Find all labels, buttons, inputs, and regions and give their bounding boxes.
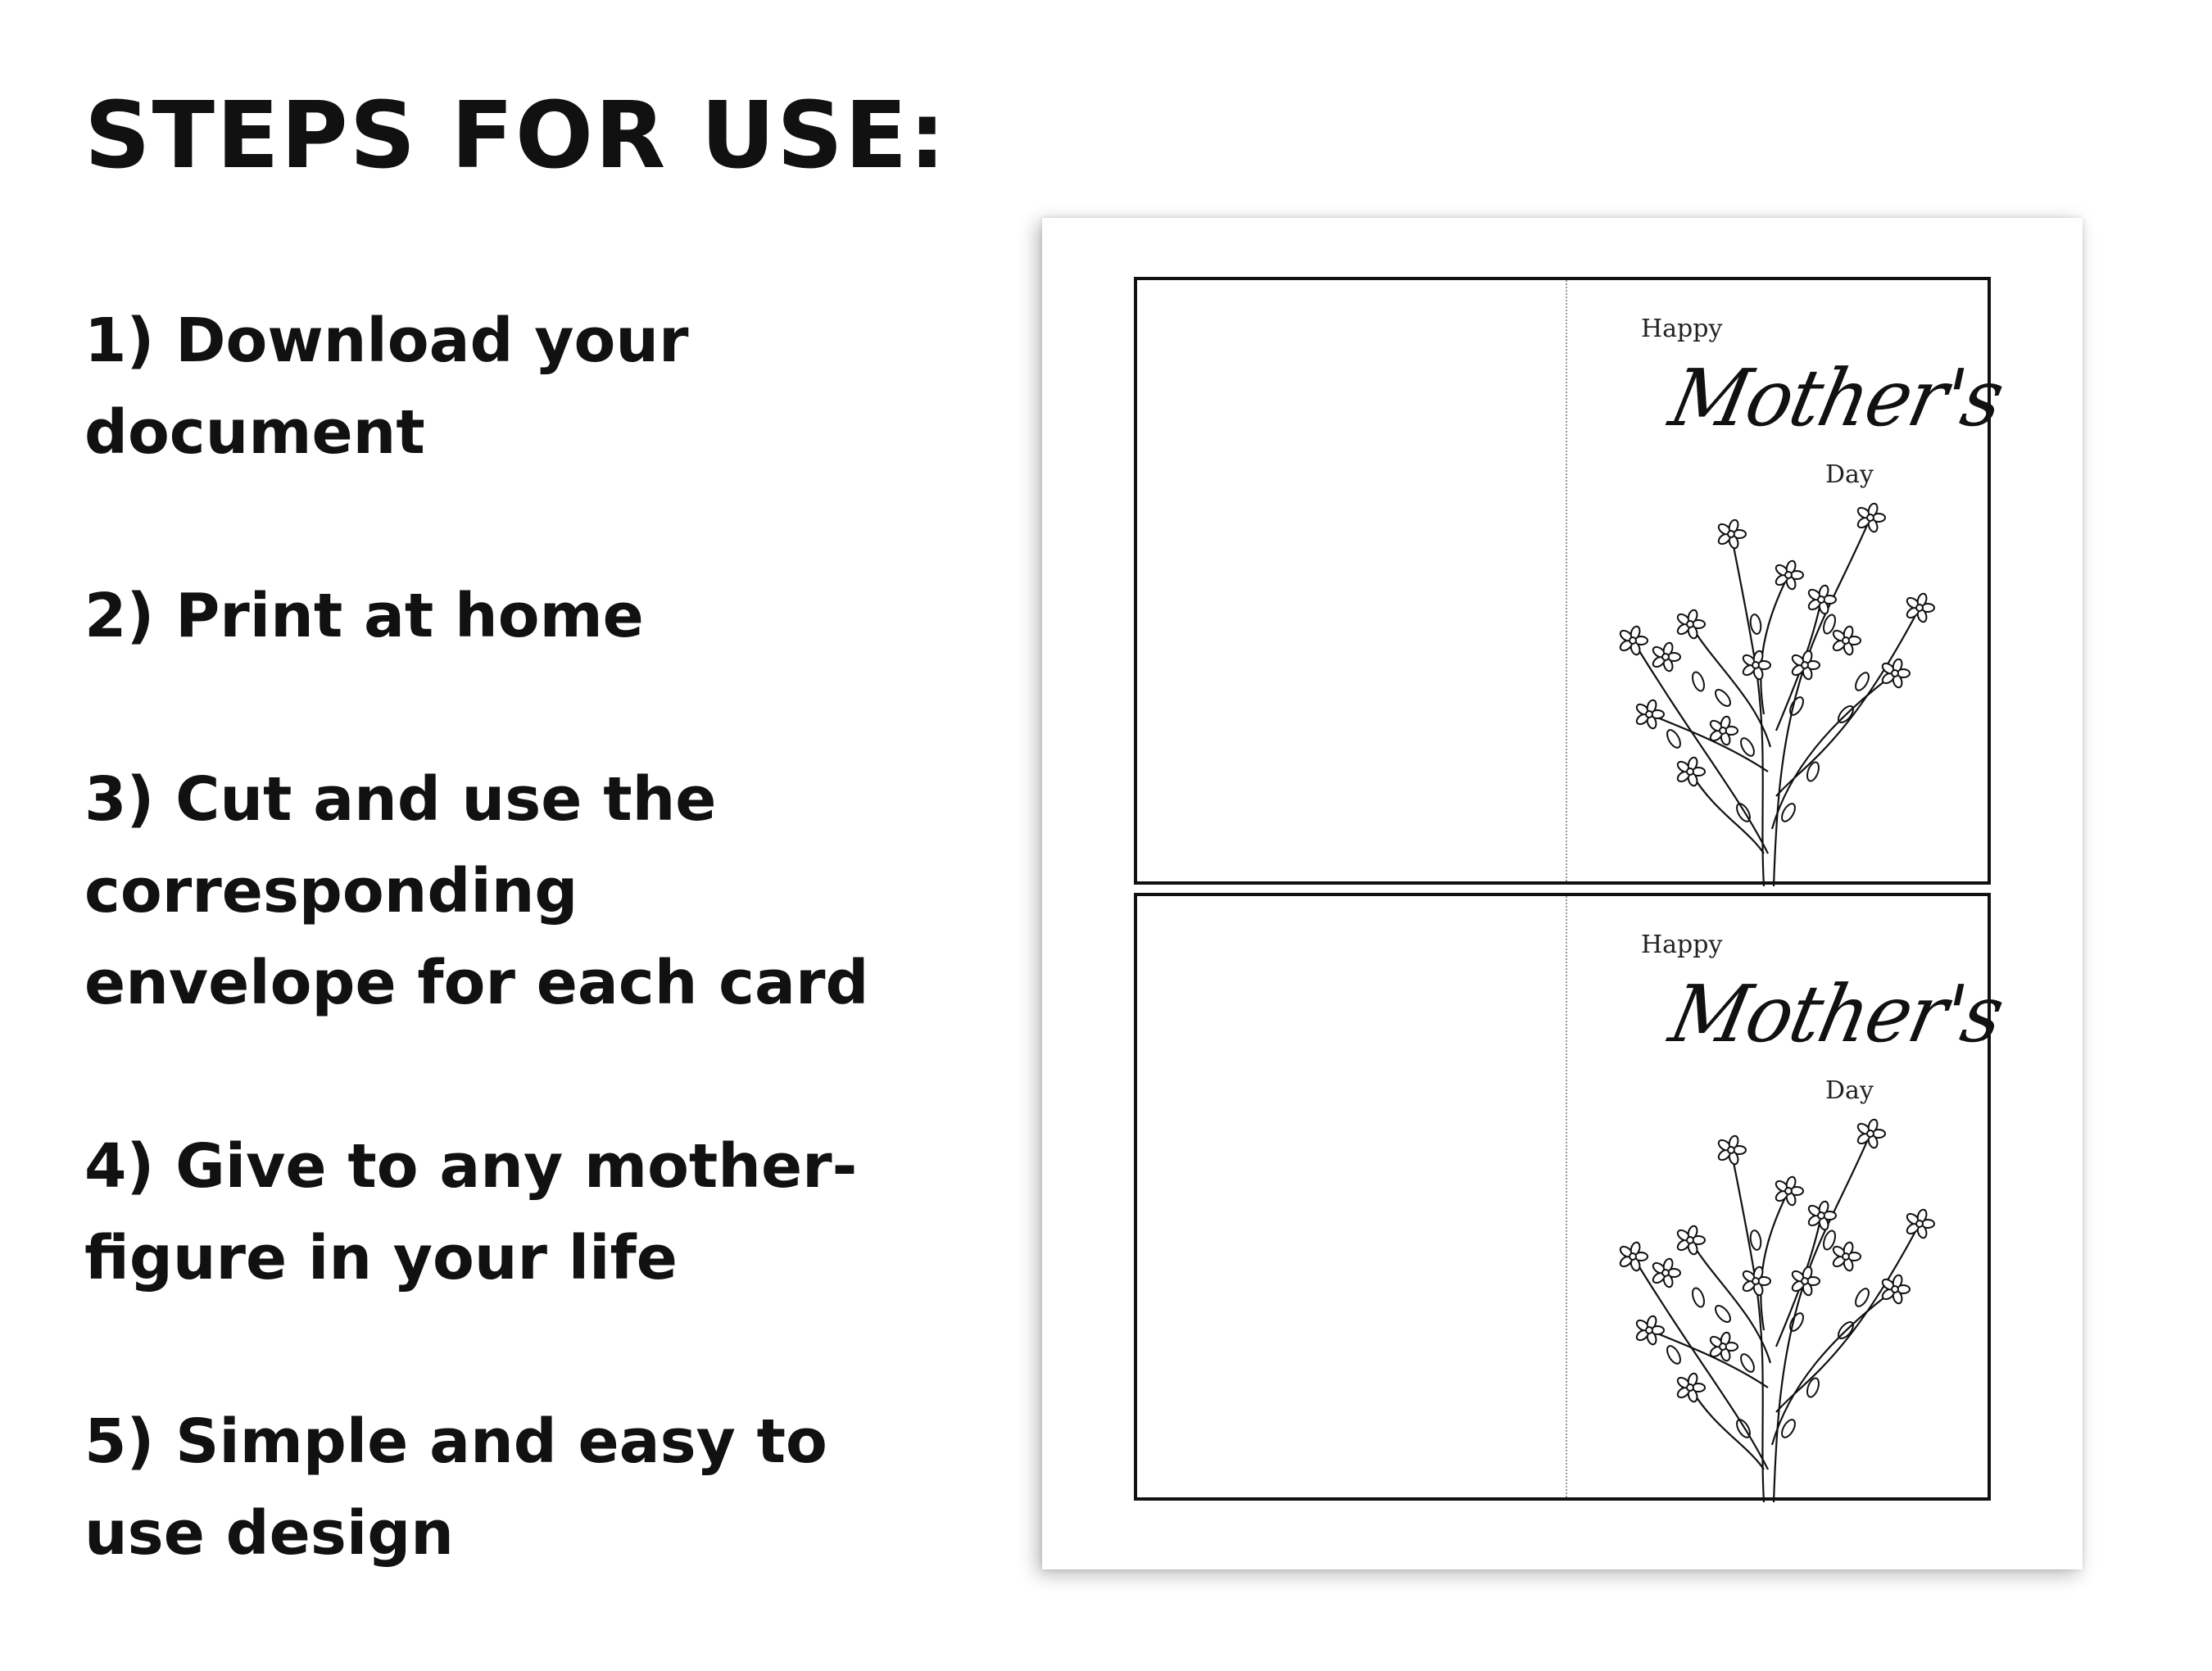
flower-icon — [1790, 650, 1820, 680]
bouquet-leaf — [1853, 671, 1871, 693]
bouquet-leaf — [1713, 687, 1734, 709]
flower-icon — [1716, 1134, 1746, 1165]
bouquet-stem — [1731, 1150, 1764, 1502]
flower-icon — [1634, 1315, 1664, 1345]
card-mothers-text: Mother's — [1662, 352, 2010, 445]
flower-icon — [1856, 1118, 1885, 1148]
flower-icon — [1675, 756, 1705, 786]
flower-icon — [1675, 609, 1705, 639]
flower-icon — [1651, 1257, 1680, 1288]
flower-icon — [1618, 625, 1648, 655]
bouquet-leaf — [1713, 1303, 1734, 1325]
step-item: 4) Give to any mother-figure in your life — [84, 1131, 858, 1293]
flower-icon — [1774, 1175, 1803, 1206]
steps-list — [84, 295, 904, 1671]
card-happy-text: Happy — [1641, 315, 1723, 343]
printable-sheet-preview — [1042, 218, 2083, 1569]
flower-icon — [1880, 658, 1910, 688]
bouquet-leaf — [1805, 761, 1820, 783]
card-top — [1134, 277, 2010, 885]
card-bottom — [1134, 893, 2010, 1501]
flower-icon — [1618, 1241, 1648, 1271]
flower-icon — [1831, 625, 1861, 655]
card-front-panel — [1567, 280, 2010, 881]
flower-icon — [1716, 519, 1746, 549]
bouquet-leaf — [1749, 1229, 1762, 1251]
card-front-panel — [1567, 896, 2010, 1497]
bouquet-leaf — [1853, 1287, 1871, 1309]
flower-icon — [1790, 1266, 1820, 1296]
flower-icon — [1741, 1266, 1770, 1296]
bouquet-leaf — [1690, 671, 1706, 693]
step-item: 3) Cut and use the corresponding envelope for each card — [84, 764, 869, 1018]
flower-icon — [1905, 1208, 1934, 1239]
bouquet-leaf — [1805, 1377, 1820, 1399]
flower-icon — [1774, 559, 1803, 590]
bouquet-leaf — [1779, 1418, 1797, 1440]
card-happy-text: Happy — [1641, 931, 1723, 959]
flower-icon — [1905, 592, 1934, 623]
step-item: 5) Simple and easy to use design — [84, 1406, 827, 1569]
bouquet-leaf — [1665, 728, 1683, 750]
flower-icon — [1831, 1241, 1861, 1271]
card-day-text: Day — [1825, 1076, 1874, 1105]
bouquet-stem — [1761, 575, 1788, 714]
card-inside-panel — [1137, 280, 1564, 881]
card-inside-panel — [1137, 896, 1564, 1497]
flower-icon — [1806, 584, 1836, 614]
card-mothers-text: Mother's — [1662, 968, 2010, 1061]
flower-icon — [1651, 641, 1680, 672]
step-item: 1) Download your document — [84, 306, 689, 468]
flower-icon — [1806, 1200, 1836, 1230]
flower-icon — [1880, 1274, 1910, 1304]
flower-icon — [1741, 650, 1770, 680]
flower-bouquet-icon — [1600, 1117, 1960, 1502]
flower-icon — [1856, 502, 1885, 532]
bouquet-leaf — [1665, 1344, 1683, 1366]
bouquet-stem — [1731, 534, 1764, 886]
flower-icon — [1634, 699, 1664, 729]
flower-icon — [1675, 1225, 1705, 1255]
bouquet-leaf — [1734, 802, 1752, 824]
bouquet-leaf — [1734, 1418, 1752, 1440]
page-title: STEPS FOR USE: — [84, 83, 948, 189]
step-item: 2) Print at home — [84, 581, 644, 651]
flower-bouquet-icon — [1600, 501, 1960, 886]
bouquet-stem — [1761, 1191, 1788, 1330]
flower-icon — [1675, 1372, 1705, 1402]
bouquet-leaf — [1690, 1287, 1706, 1309]
bouquet-leaf — [1779, 802, 1797, 824]
bouquet-leaf — [1749, 614, 1762, 635]
card-day-text: Day — [1825, 460, 1874, 489]
